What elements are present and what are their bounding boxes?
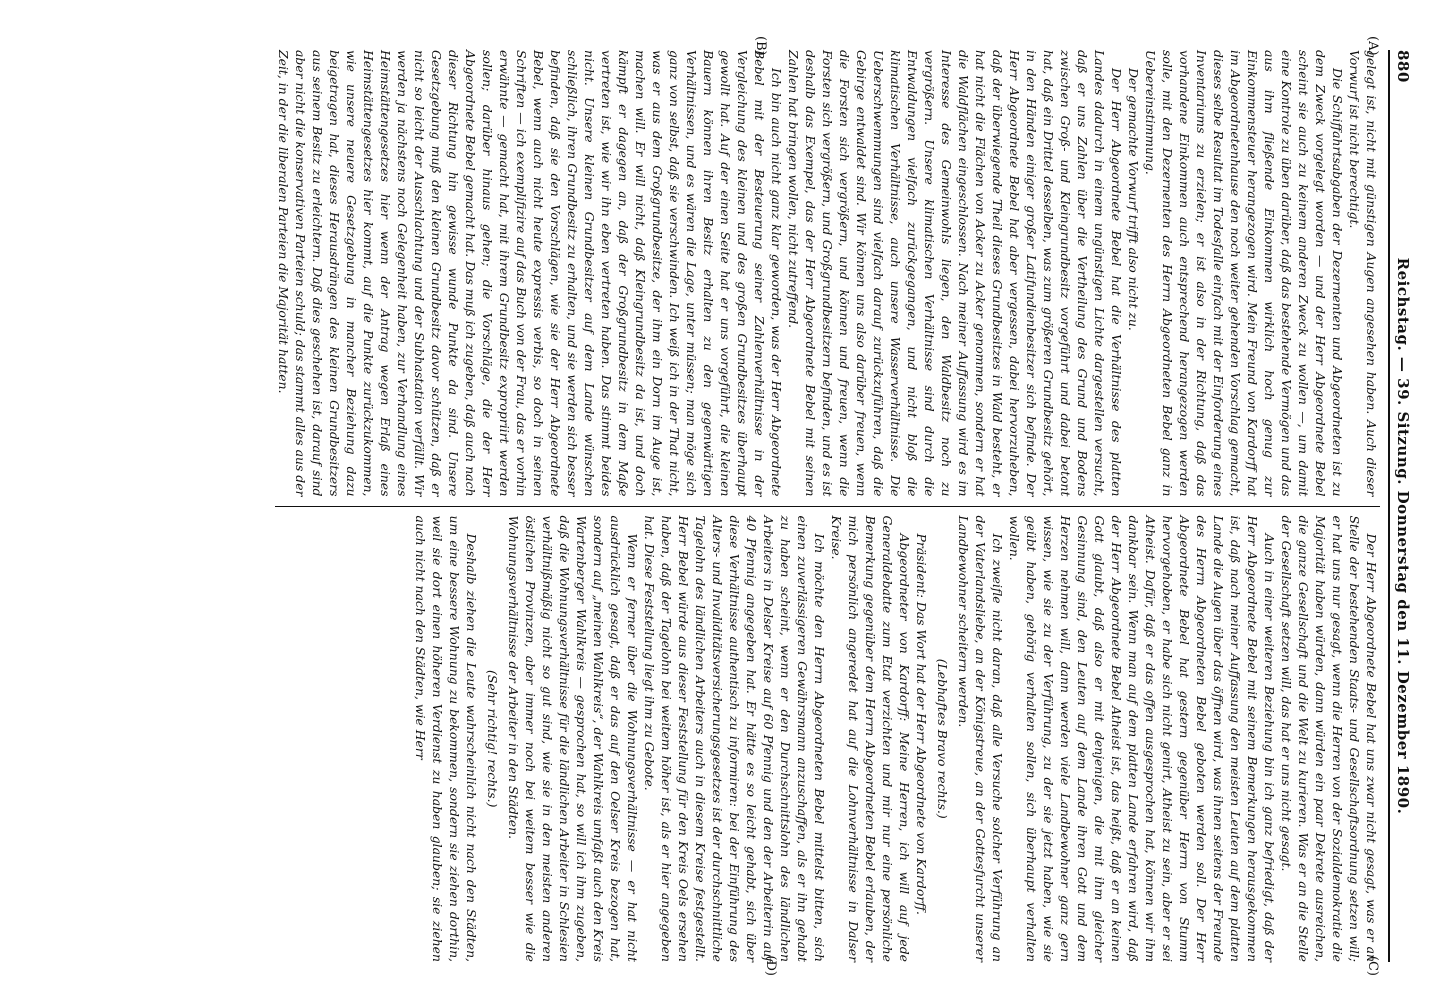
margin-marker-b: (B): [753, 36, 768, 56]
speaker-paragraph: Präsident: Das Wort hat der Herr Abgeordnete von Kardorff.: [914, 533, 929, 915]
column-divider: [275, 506, 1380, 507]
paragraph: Der Herr Abgeordnete Bebel hat die Verhältnisse des platten Landes dadurch in einem ungünstigen Lichte dargestellen versucht, daß er uns Zahlen über die Vertheilung des Grund und Bodens zwischen Groß- und Kleingrundbesitz vorgeführt und dabei betont hat, daß ein Drittel desselben, was zum größeren Grundbesitz gehört, in den Händen einiger großer Latifundienbesitzer sich befinde. Der Herr Abgeordnete Bebel hat aber vergessen, dabei hervorzuheben, daß der überwiegende Theil dieses Grundbesitzes in Wald besteht, er hat nicht die Flächen von Acker zu Acker genommen, sondern er hat die Waldflächen eingeschlossen. Nach meiner Auffassung wird es im Interesse des Gemeinwohls liegen, den Waldbesitz noch zu vergrößern. Unsere klimatischen Verhältnisse sind durch die Entwaldungen vielfach zurückgegangen, und nicht bloß die klimatischen Verhältnisse, auch unsere Wasserverhältnisse. Die Ueberschwemmungen sind vielfach darauf zurückzuführen, daß die Gebirge entwaldet sind. Wir können uns also darüber freuen, wenn die Forsten sich vergrößern, und können und freuen, wenn die Forsten sich vergrößern, und Großgrundbesitzern befinden, und es ist deshalb das Exempel, das der Herr Abgeordnete Bebel mit seinen Zahlen hat bringen wollen, nicht zutreffend.: [786, 50, 1124, 497]
paragraph: Deshalb ziehen die Leute wahrscheinlich nicht nach den Städten, um eine bessere Wohnung zu bekommen, sondern sie ziehen dorthin, weil sie dort einen höheren Verdienst zu haben glauben; sie ziehen auch nicht nach den Städten, wie Herr: [413, 515, 479, 962]
paragraph: gelegt ist, nicht mit günstigen Augen angesehen haben. Auch dieser Vorwurf ist nicht berechtigt.: [1347, 50, 1379, 497]
paragraph: Die Schiffahrtsabgaben der Dezernenten und Abgeordneten ist zu dem Zweck vorgelegt worden — und der Herr Abgeordnete Bebel scheint sie auch zu keinem anderen Zweck zu wollen —, um damit eine Kontrole zu üben darüber, daß das bestehende Vermögen und das aus ihm fließende Einkommen wirklich hoch genug zur Einkommensteuer herangezogen wird. Mein Freund von Kardorff hat im Abgeordnetenhause den noch weiter gehenden Vorschlag gemacht, dieses selbe Resultat im Todesfalle einfach mit der Einforderung eines Inventariums zu erzielen; er ist also in der Richtung, daß das vorhandene Einkommen auch entsprechend herangezogen werden solle, mit den Dezernenten des Herrn Abgeordneten Bebel ganz in Uebereinstimmung.: [1143, 50, 1345, 497]
margin-marker-d: (D): [763, 955, 778, 976]
paragraph: Der gemachte Vorwurf trifft also nicht zu.: [1126, 68, 1141, 331]
paragraph: Wenn er ferner über die Wohnungsverhältnisse — er hat nicht ausdrücklich gesagt, daß er das auf den Oelser Kreis bezogen hat, sondern auf „meinen Wahlkreis“, der Wahlkreis umfaßt auch den Kreis Wartenberger Wahlkreis — gesprochen hat, so will ich ihm zugeben, daß die Wohnungsverhältnisse für die ländlichen Arbeiter in Schlesien verhältnißmäßig nicht so gut sind, wie sie in den meisten anderen östlichen Provinzen, aber immer noch bei weitem besser wie die Wohnungsverhältnisse der Arbeiter in den Städten.: [506, 515, 640, 962]
running-head: [1388, 50, 1412, 962]
applause-note: (Sehr richtig! rechts.): [485, 670, 500, 808]
paragraph: Ich möchte den Herrn Abgeordneten Bebel mittelst bitten, sich einen zuverlässigeren Gewährsmann anzuschaffen, als er ihn gehabt zu haben scheint, wenn er den Durchschnittslohn des ländlichen Arbeiters in Delser Kreise auf 60 Pfennig und den der Arbeiterin auf 40 Pfennig angegeben hat. Er hätte es so leicht gehabt, sich über diese Verhältnisse authentisch zu informiren: bei der Einführung des Alters- und Invaliditätsversicherungsgesetzes ist der durchschnittliche Tagelohn des ländlichen Arbeiters auch in diesem Kreise festgestellt. Herr Bebel würde aus dieser Feststellung für den Kreis Oels ersehen haben, daß der Tagelohn bei weitem höher ist, als er hier angegeben hat. Diese Feststellung liegt ihm zu Gebote.: [642, 515, 827, 962]
margin-marker-a: (A): [1365, 36, 1380, 56]
text-columns: [275, 36, 1380, 976]
scanned-page: [18, 36, 1418, 976]
applause-note: (Lebhaftes Bravo rechts.): [935, 658, 950, 819]
right-column: [275, 516, 1380, 963]
page-title: Reichstag. — 39. Sitzung. Donnerstag den 11. Dezember 1890.: [1394, 257, 1412, 815]
paragraph: Der Herr Abgeordnete Bebel hat uns zwar nicht gesagt, was er an Stelle der bestehenden Staats- und Gesellschaftsordnung setzen will; er hat uns nur gesagt, wenn die Herren von der Sozialdemokratie die Majorität haben würden, dann würden ein paar Dekrete ausreichen, die ganze Gesellschaft und die Welt zu kurieren. Was er an die Stelle der Gesellschaft setzen will, das hat er uns nicht gesagt.: [1279, 515, 1379, 962]
paragraph: Ich bin auch nicht ganz klar geworden, was der Herr Abgeordnete Bebel mit der Besteuerung seiner Zahlenverhältnisse in der Vergleichung des kleinen und des großen Grundbesitzes überhaupt gewollt hat. Auf der einen Seite hat er uns vorgeführt, die kleinen Bauern können ihren Besitz erhalten zu den gegenwärtigen Verhältnissen, und es wären die Lage, unter müssen; man möge sich ganz von selbst, daß sie verschwinden. Ich weiß ich in der That nicht, was er aus dem Großgrundbesitze, der ihm ein Dorn im Auge ist, machen will. Er will nicht, daß Kleingrundbesitz da ist, und doch kämpft er dagegen an, daß der Großgrundbesitz in dem Maße vertreten ist, wie wir ihn eben vertreten haben. Das stimmt beides nicht. Unsere kleinen Grundbesitzer auf dem Lande wünschen schließlich, ihren Grundbesitz zu erhalten, und sie werden sich besser befinden, daß sie den Vorschlägen, wie sie der Herr Abgeordnete Bebel, wenn auch nicht heute expressis verbis, so doch in seinen Schriften — ich exemplifizire auf das Buch von der Frau, das er vorhin erwähnte — gemacht hat, mit ihrem Grundbesitz expropriirt werden sollen; darüber hinaus gehen; die Vorschläge, die der Herr Abgeordnete Bebel gemacht hat. Das muß ich zugeben, daß auch nach dieser Richtung hin gewisse wunde Punkte da sind. Unsere Gesetzgebung muß den kleinen Grundbesitz davor schützen, daß er nicht so leicht der Ausschlachtung und der Subhastation verfällt. Wir werden ja nächstens noch Gelegenheit haben, zur Verhandlung eines Heimstättengesetzes hier wenn der Antrag wegen Erlaß eines Heimstättengesetzes hier kommt, auf die Punkte zurückzukommen, wie unsere neuere Gesetzgebung in mancher Beziehung dazu beigetragen hat, dieses Herausdrängen des kleinen Grundbesitzers aus seinem Besitz zu erleichtern. Daß dies geschehen ist, darauf sind aber nicht die konservativen Parteien schuld; das stammt alles aus der Zeit, in der die liberalen Parteien die Majorität hatten.: [276, 50, 784, 497]
left-column: [275, 50, 1380, 497]
paragraph: Auch in einer weiteren Beziehung bin ich ganz befriedigt, daß der Herr Abgeordnete Bebel mit seinem Bemerkungen herausgekommen ist, daß nach meiner Auffassung den meisten Leuten auf dem platten Lande die Augen über das öffnen wird, was ihnen seitens der Freunde des Herrn Abgeordneten Bebel geboten werden soll. Der Herr Abgeordnete Bebel hat gestern gegenüber Herrn von Stumm hervorgehoben, er habe sich nicht genirt, Atheist zu sein, aber er sei Atheist. Dafür, daß er das offen ausgesprochen hat, können wir ihm dankbar sein. Wenn man auf dem platten Lande erfahren wird, daß der Herr Abgeordnete Bebel Atheist ist, das heißt, daß er an keinen Gott glaubt, daß also er mit denjenigen, die mit ihm gleicher Gesinnung sind, den Leuten auf dem Lande ihren Gott und dem Herzen nehmen will, dann werden viele Landbewohner ganz gern wissen, wie sie zu der Verführung, zu der sie jetzt haben, wie sie geübt haben, gehörig verhalten sollen, sich überhaupt verhalten wollen.: [1007, 515, 1277, 962]
page-number: 880: [1394, 50, 1412, 83]
speaker-paragraph: Abgeordneter von Kardorff: Meine Herren, ich will auf jede Generaldebatte zum Etat verzichten und mir nur eine persönliche Bemerkung gegenüber dem Herrn Abgeordneten Bebel erlauben, der mich persönlich angeredet hat auf die Lohnverhältnisse in Dalser Kreise.: [829, 515, 912, 962]
paragraph: Ich zweifle nicht daran, daß alle Versuche solcher Verführung an der Vaterlandsliebe, an der Königstreue, an der Gottesfurcht unserer Landbewohner scheitern werden.: [956, 515, 1005, 962]
margin-marker-c: (C): [1365, 955, 1380, 976]
